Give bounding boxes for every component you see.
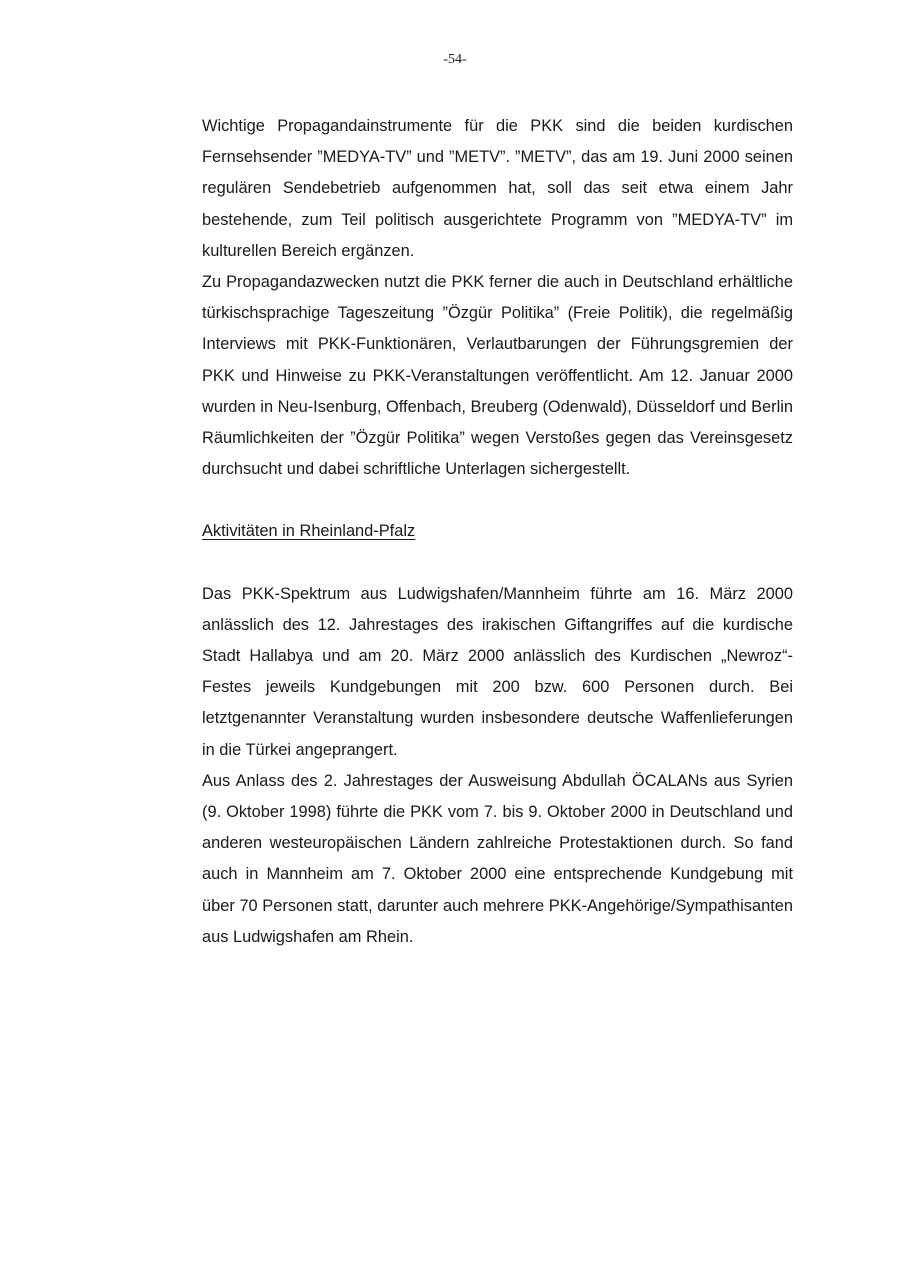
page-number: -54- — [443, 52, 467, 67]
page-content — [202, 111, 793, 953]
paragraph-rally-october: Aus Anlass des 2. Jahrestages der Ausweisung Abdullah ÖCALANs aus Syrien (9. Oktober 1998) führte die PKK vom 7. bis 9. Oktober 2000 in Deutschland und anderen westeuropäischen Ländern zahlreiche Protestaktionen durch. So fand auch in Mannheim am 7. Oktober 2000 eine entsprechende Kundgebung mit über 70 Personen statt, darunter auch mehrere PKK-Angehörige/Sympathisanten aus Ludwigshafen am Rhein. — [202, 771, 793, 946]
paragraph-rally-march: Das PKK-Spektrum aus Ludwigshafen/Mannheim führte am 16. März 2000 anlässlich des 12. Jahrestages des irakischen Giftangriffes auf die kurdische Stadt Hallabya und am 20. März 2000 anlässlich des Kurdischen „Newroz“-Festes jeweils Kundgebungen mit 200 bzw. 600 Personen durch. Bei letztgenannter Veranstaltung wurden insbesondere deutsche Waffenlieferungen in die Türkei angeprangert. — [202, 584, 793, 759]
section-heading: Aktivitäten in Rheinland-Pfalz — [202, 522, 416, 541]
paragraph-media-channels: Wichtige Propagandainstrumente für die PKK sind die beiden kurdischen Fernsehsender ”MEDYA-TV” und ”METV”. ”METV”, das am 19. Juni 2000 seinen regulären Sendebetrieb aufgenommen hat, soll das seit etwa einem Jahr bestehende, zum Teil politisch ausgerichtete Programm von ”MEDYA-TV” im kulturellen Bereich ergänzen. — [202, 117, 793, 260]
paragraph-oezguer-politika: Zu Propagandazwecken nutzt die PKK ferner die auch in Deutschland erhältliche türkischsprachige Tageszeitung ”Özgür Politika” (Freie Politik), die regelmäßig Interviews mit PKK-Funktionären, Verlautbarungen der Führungsgremien der PKK und Hinweise zu PKK-Veranstaltungen veröffentlicht. Am 12. Januar 2000 wurden in Neu-Isenburg, Offenbach, Breuberg (Odenwald), Düsseldorf und Berlin Räumlichkeiten der ”Özgür Politika” wegen Verstoßes gegen das Vereinsgesetz durchsucht und dabei schriftliche Unterlagen sichergestellt. — [202, 273, 793, 479]
